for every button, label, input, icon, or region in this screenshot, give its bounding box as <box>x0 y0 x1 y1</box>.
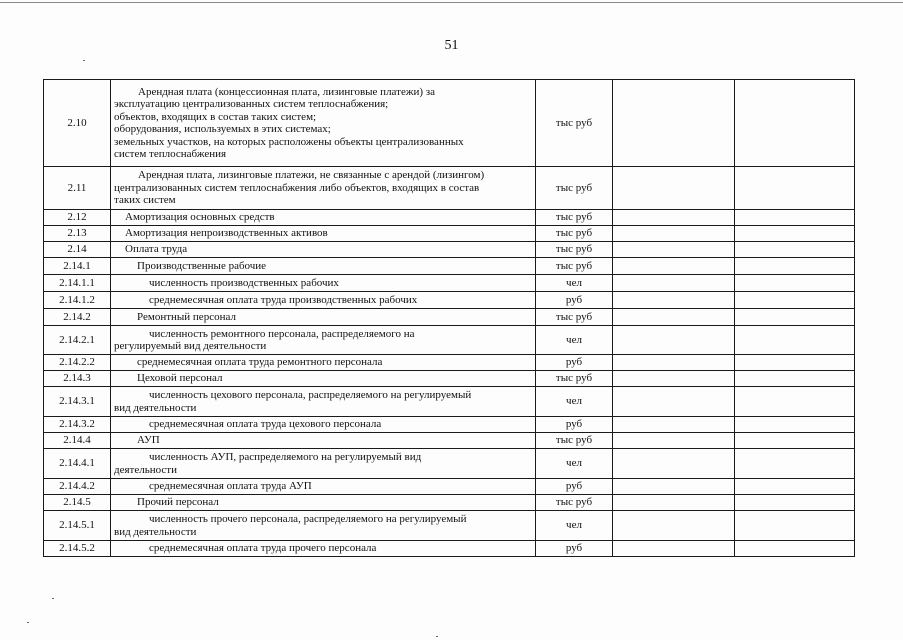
table-row <box>44 167 855 210</box>
description-line: объектов, входящих в состав таких систем; <box>114 110 317 123</box>
table-row <box>44 309 855 326</box>
row-description: численность производственных рабочих <box>111 275 536 292</box>
value-cell <box>613 371 735 387</box>
value-cell <box>613 511 735 541</box>
description-line: оборудования, используемых в этих системах; <box>114 123 331 135</box>
description-line: численность цехового персонала, распределяемого на регулируемый <box>149 389 472 401</box>
row-unit: тыс руб <box>536 226 613 242</box>
row-description: АУП <box>111 433 536 449</box>
row-number: 2.14.1 <box>44 258 111 275</box>
row-description <box>111 80 536 167</box>
value-cell <box>613 495 735 511</box>
row-number: 2.14.2.1 <box>44 326 111 355</box>
value-cell <box>735 371 855 387</box>
page-number: 51 <box>444 38 459 53</box>
value-cell <box>735 479 855 495</box>
value-cell <box>613 275 735 292</box>
row-number: 2.14.1.2 <box>44 292 111 309</box>
row-number: 2.14.2.2 <box>44 355 111 371</box>
value-cell <box>613 292 735 309</box>
scan-border-line <box>0 2 903 3</box>
row-unit: чел <box>536 275 613 292</box>
table-row <box>44 371 855 387</box>
value-cell <box>613 226 735 242</box>
description-line: Арендная плата, лизинговые платежи, не связанные с арендой (лизингом) <box>138 169 485 182</box>
row-description <box>111 449 536 479</box>
value-cell <box>735 511 855 541</box>
row-unit: тыс руб <box>536 495 613 511</box>
row-unit: чел <box>536 511 613 541</box>
row-unit: руб <box>536 479 613 495</box>
row-unit: тыс руб <box>536 371 613 387</box>
table-row <box>44 355 855 371</box>
value-cell <box>735 387 855 417</box>
row-number: 2.14.4.2 <box>44 479 111 495</box>
row-unit: чел <box>536 387 613 417</box>
row-unit: тыс руб <box>536 80 613 167</box>
row-unit: руб <box>536 541 613 557</box>
row-unit: тыс руб <box>536 309 613 326</box>
row-description: среднемесячная оплата труда производственных рабочих <box>111 292 536 309</box>
value-cell <box>613 326 735 355</box>
value-cell <box>735 80 855 167</box>
row-description: среднемесячная оплата труда АУП <box>111 479 536 495</box>
row-number: 2.14.1.1 <box>44 275 111 292</box>
row-unit: тыс руб <box>536 210 613 226</box>
value-cell <box>613 167 735 210</box>
value-cell <box>613 309 735 326</box>
description-line: систем теплоснабжения <box>114 148 227 160</box>
description-line: вид деятельности <box>114 525 197 538</box>
value-cell <box>735 210 855 226</box>
description-line: централизованных систем теплоснабжения либо объектов, входящих в состав <box>114 181 480 194</box>
table-row <box>44 210 855 226</box>
row-description: Оплата труда <box>111 242 536 258</box>
row-description: Амортизация непроизводственных активов <box>111 226 536 242</box>
value-cell <box>613 387 735 417</box>
value-cell <box>735 275 855 292</box>
row-number: 2.14.2 <box>44 309 111 326</box>
table-row <box>44 495 855 511</box>
description-line: численность АУП, распределяемого на регулируемый вид <box>149 451 422 463</box>
value-cell <box>735 167 855 210</box>
row-description: Цеховой персонал <box>111 371 536 387</box>
row-number: 2.14.5.2 <box>44 541 111 557</box>
row-number: 2.14.5.1 <box>44 511 111 541</box>
row-description: Ремонтный персонал <box>111 309 536 326</box>
row-description: среднемесячная оплата труда ремонтного персонала <box>111 355 536 371</box>
row-number: 2.14.4.1 <box>44 449 111 479</box>
value-cell <box>735 309 855 326</box>
row-description: Прочий персонал <box>111 495 536 511</box>
table-row <box>44 258 855 275</box>
row-description <box>111 511 536 541</box>
row-unit: чел <box>536 326 613 355</box>
table-row <box>44 449 855 479</box>
value-cell <box>735 495 855 511</box>
table-row <box>44 326 855 355</box>
row-number: 2.10 <box>44 80 111 167</box>
table-row <box>44 242 855 258</box>
row-unit: тыс руб <box>536 433 613 449</box>
scan-speck <box>27 622 29 623</box>
row-number: 2.11 <box>44 167 111 210</box>
value-cell <box>613 541 735 557</box>
description-line: Арендная плата (концессионная плата, лизинговые платежи) за <box>138 85 435 98</box>
row-unit: тыс руб <box>536 167 613 210</box>
row-description: Производственные рабочие <box>111 258 536 275</box>
description-line: земельных участков, на которых расположены объекты централизованных <box>114 135 464 148</box>
value-cell <box>735 326 855 355</box>
value-cell <box>735 355 855 371</box>
description-line: деятельности <box>114 463 177 476</box>
row-number: 2.12 <box>44 210 111 226</box>
description-line: вид деятельности <box>114 401 197 414</box>
row-unit: руб <box>536 417 613 433</box>
value-cell <box>613 449 735 479</box>
value-cell <box>735 292 855 309</box>
description-line: эксплуатацию централизованных систем теплоснабжения; <box>114 98 389 110</box>
value-cell <box>735 433 855 449</box>
description-line: численность ремонтного персонала, распределяемого на <box>149 327 415 340</box>
table-row <box>44 541 855 557</box>
scan-speck <box>83 60 85 61</box>
value-cell <box>735 449 855 479</box>
description-line: таких систем <box>114 194 176 207</box>
row-description <box>111 326 536 355</box>
value-cell <box>613 242 735 258</box>
row-unit: тыс руб <box>536 258 613 275</box>
table-row <box>44 479 855 495</box>
value-cell <box>735 242 855 258</box>
value-cell <box>613 433 735 449</box>
value-cell <box>735 258 855 275</box>
value-cell <box>613 355 735 371</box>
row-unit: тыс руб <box>536 242 613 258</box>
row-description: Амортизация основных средств <box>111 210 536 226</box>
table-row <box>44 292 855 309</box>
row-description <box>111 167 536 210</box>
row-description: среднемесячная оплата труда цехового персонала <box>111 417 536 433</box>
table-row <box>44 80 855 167</box>
table-row <box>44 226 855 242</box>
row-description <box>111 387 536 417</box>
row-unit: чел <box>536 449 613 479</box>
table-row <box>44 511 855 541</box>
row-number: 2.14.3.1 <box>44 387 111 417</box>
description-line: численность прочего персонала, распределяемого на регулируемый <box>149 513 467 525</box>
table-row <box>44 417 855 433</box>
row-number: 2.14.4 <box>44 433 111 449</box>
value-cell <box>613 80 735 167</box>
row-number: 2.13 <box>44 226 111 242</box>
row-unit: руб <box>536 355 613 371</box>
value-cell <box>613 417 735 433</box>
value-cell <box>735 226 855 242</box>
description-line: регулируемый вид деятельности <box>114 340 267 352</box>
table-row <box>44 387 855 417</box>
value-cell <box>613 258 735 275</box>
scan-speck <box>52 598 54 599</box>
value-cell <box>735 417 855 433</box>
value-cell <box>613 479 735 495</box>
cost-items-table <box>43 79 855 557</box>
row-unit: руб <box>536 292 613 309</box>
row-number: 2.14.3 <box>44 371 111 387</box>
value-cell <box>735 541 855 557</box>
table-row <box>44 433 855 449</box>
row-number: 2.14 <box>44 242 111 258</box>
scan-speck <box>436 636 438 637</box>
row-number: 2.14.5 <box>44 495 111 511</box>
row-description: среднемесячная оплата труда прочего персонала <box>111 541 536 557</box>
row-number: 2.14.3.2 <box>44 417 111 433</box>
value-cell <box>613 210 735 226</box>
table-row <box>44 275 855 292</box>
